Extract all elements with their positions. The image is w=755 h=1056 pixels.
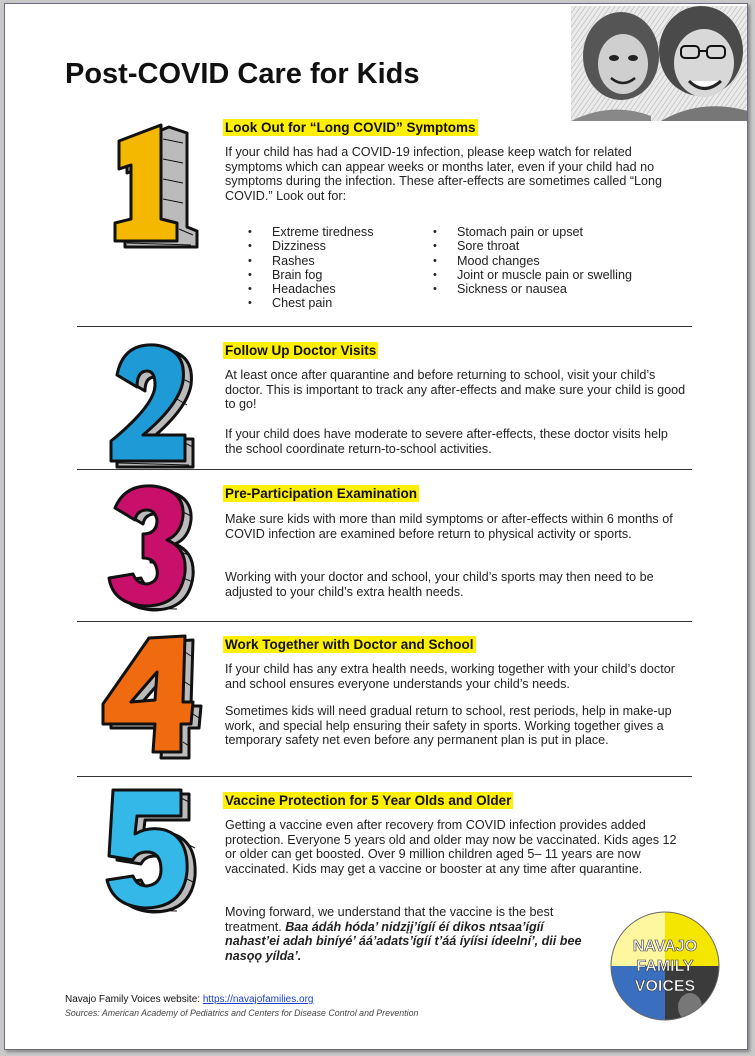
document-page bbox=[4, 3, 748, 1050]
section-5-paragraph-2-text: Moving forward, we understand that the vaccine is the best treatment. bbox=[225, 905, 554, 934]
website-link[interactable]: https://navajofamilies.org bbox=[202, 994, 314, 1005]
page-title: Post-COVID Care for Kids bbox=[65, 58, 420, 90]
navajo-text: Baa ádáh hóda’ nidzįį’ígíí éí dikos ntsaa’ígíí nahast’ei adah biníyé’ áá’adats’ígíí t’áá íyíísi ídeelní’, dii bee nasǫǫ yílda’. bbox=[225, 919, 582, 963]
section-1-paragraph: If your child has had a COVID-19 infection, please keep watch for related symptoms which can appear weeks or months later, even if your child had no symptoms during the infection. These after-effects are sometimes called “Long COVID.” Look out for: bbox=[225, 145, 663, 203]
section-5-paragraph-1: Getting a vaccine even after recovery from COVID infection provides added protection. Everyone 5 years old and older may now be vaccinated. Kids ages 12 or older can get boosted. Over 9 million children aged 5– 11 years are now vaccinated. Kids may get a vaccine or booster at any time after quarantine. bbox=[225, 818, 677, 876]
list-item: • Stomach pain or upset bbox=[433, 225, 632, 239]
number-1-graphic bbox=[97, 119, 207, 254]
logo-line-3: VOICES bbox=[634, 978, 696, 995]
number-4-graphic bbox=[97, 632, 207, 767]
list-item: • Headaches bbox=[248, 282, 374, 296]
list-item: • Brain fog bbox=[248, 268, 374, 282]
number-2-graphic bbox=[97, 339, 207, 474]
footer-sources: Sources: American Academy of Pediatrics and Centers for Disease Control and Prevention bbox=[65, 1008, 419, 1018]
family-photo bbox=[571, 6, 748, 121]
section-divider bbox=[77, 621, 692, 622]
number-3-graphic bbox=[97, 482, 207, 617]
footer-website bbox=[65, 994, 313, 1005]
list-item: • Sore throat bbox=[433, 239, 632, 253]
section-4-heading: Work Together with Doctor and School bbox=[225, 637, 474, 652]
list-item: • Dizziness bbox=[248, 239, 374, 253]
symptom-list-left bbox=[248, 225, 374, 311]
logo-line-2: FAMILY bbox=[636, 958, 694, 975]
section-divider bbox=[77, 776, 692, 777]
section-2-paragraph-2: If your child does have moderate to severe after-effects, these doctor visits help the school coordinate return-to-school activities. bbox=[225, 427, 668, 456]
section-divider bbox=[77, 326, 692, 327]
list-item: • Rashes bbox=[248, 254, 374, 268]
section-3-heading: Pre-Participation Examination bbox=[225, 486, 418, 501]
number-5-graphic bbox=[97, 784, 207, 919]
section-3-paragraph-2: Working with your doctor and school, your child’s sports may then need to be adjusted to your child’s extra health needs. bbox=[225, 570, 654, 599]
section-3-paragraph-1: Make sure kids with more than mild symptoms or after-effects within 6 months of COVID infection are examined before return to physical activity or sports. bbox=[225, 512, 673, 541]
logo-line-1: NAVAJO bbox=[632, 938, 698, 955]
section-5-heading: Vaccine Protection for 5 Year Olds and Older bbox=[225, 793, 512, 808]
list-item: • Extreme tiredness bbox=[248, 225, 374, 239]
footer-website-label: Navajo Family Voices website: bbox=[65, 994, 203, 1005]
list-item: • Sickness or nausea bbox=[433, 282, 632, 296]
navajo-family-voices-logo bbox=[610, 909, 720, 1024]
list-item: • Mood changes bbox=[433, 254, 632, 268]
section-2-paragraph-1: At least once after quarantine and before returning to school, visit your child’s doctor. This is important to track any after-effects and make sure your child is good to go! bbox=[225, 368, 686, 412]
section-1-heading: Look Out for “Long COVID” Symptoms bbox=[225, 120, 476, 135]
section-4-paragraph-1: If your child has any extra health needs, working together with your child’s doctor and school ensures everyone understands your child’s needs. bbox=[225, 662, 675, 691]
section-4-paragraph-2: Sometimes kids will need gradual return to school, rest periods, help in make-up work, and special help ensuring their safety in sports. Working together gives a temporary safety net even before any permanent plan is put in place. bbox=[225, 704, 672, 748]
list-item: • Chest pain bbox=[248, 296, 374, 310]
section-2-heading: Follow Up Doctor Visits bbox=[225, 343, 377, 358]
section-divider bbox=[77, 469, 692, 470]
section-5-paragraph-2 bbox=[225, 905, 595, 963]
list-item: • Joint or muscle pain or swelling bbox=[433, 268, 632, 282]
symptom-list-right bbox=[433, 225, 632, 296]
